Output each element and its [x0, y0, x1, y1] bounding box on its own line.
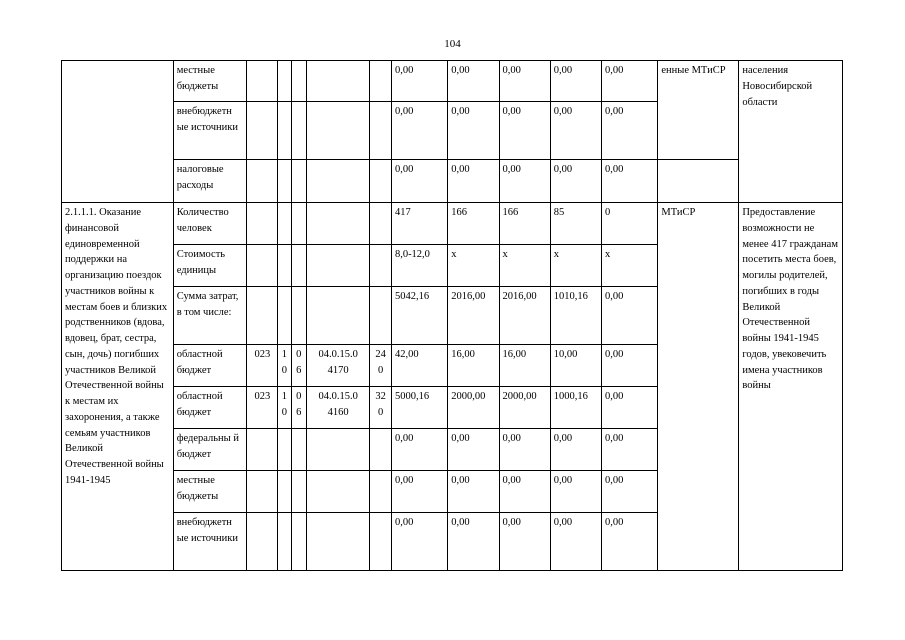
measure-cell: 2.1.1.1. Оказание финансовой единовременной поддержки на организацию поездок участников войны к местам боев и близких родственников (вдова, вдовец, брат, сестра, сын, дочь) погибших участников Великой Отечественной войны к местам их захоронения, а также семьям участников Великой Отечественной войны 1941-1945 — [62, 203, 174, 571]
value-cell: 0,00 — [602, 387, 658, 429]
code-cell — [278, 160, 291, 203]
code-grbs: 023 — [247, 387, 278, 429]
code-cell — [291, 160, 306, 203]
code-pr — [291, 245, 306, 287]
code-grbs — [247, 471, 278, 513]
value-cell: 0,00 — [602, 160, 658, 203]
code-cell — [306, 160, 370, 203]
code-grbs — [247, 203, 278, 245]
table-row — [62, 160, 843, 203]
value-cell: 0,00 — [391, 429, 447, 471]
result-cell: населения Новосибирской области — [739, 61, 843, 203]
source-label: областной бюджет — [173, 387, 247, 429]
code-csr — [306, 513, 370, 571]
value-cell: 0,00 — [602, 345, 658, 387]
code-cell — [278, 102, 291, 160]
value-cell: 1000,16 — [550, 387, 601, 429]
value-cell: x — [602, 245, 658, 287]
code-vr — [370, 287, 392, 345]
value-cell: 166 — [499, 203, 550, 245]
value-cell: 0,00 — [550, 513, 601, 571]
code-cell — [278, 61, 291, 102]
value-cell: 10,00 — [550, 345, 601, 387]
code-cell — [247, 160, 278, 203]
table-row — [62, 203, 843, 245]
source-label: налоговые расходы — [173, 160, 247, 203]
code-pr: 0 6 — [291, 387, 306, 429]
value-cell: 0,00 — [499, 160, 550, 203]
value-cell: 0,00 — [448, 102, 499, 160]
source-label: местные бюджеты — [173, 61, 247, 102]
value-cell: x — [448, 245, 499, 287]
code-pr — [291, 203, 306, 245]
code-rz: 1 0 — [278, 345, 291, 387]
value-cell: 2000,00 — [448, 387, 499, 429]
code-grbs — [247, 429, 278, 471]
value-cell: 5042,16 — [391, 287, 447, 345]
value-cell: 2016,00 — [448, 287, 499, 345]
code-csr — [306, 471, 370, 513]
code-vr — [370, 513, 392, 571]
code-cell — [291, 102, 306, 160]
source-label: местные бюджеты — [173, 471, 247, 513]
code-rz: 1 0 — [278, 387, 291, 429]
code-vr — [370, 429, 392, 471]
value-cell: 85 — [550, 203, 601, 245]
code-pr — [291, 471, 306, 513]
code-vr — [370, 245, 392, 287]
value-cell: 0,00 — [448, 160, 499, 203]
source-label: Сумма затрат, в том числе: — [173, 287, 247, 345]
value-cell: 0,00 — [499, 61, 550, 102]
executor-cell: МТиСР — [658, 203, 739, 571]
source-label: областной бюджет — [173, 345, 247, 387]
value-cell: 0,00 — [448, 513, 499, 571]
executor-cell: енные МТиСР — [658, 61, 739, 160]
code-csr — [306, 429, 370, 471]
result-cell: Предоставление возможности не менее 417 гражданам посетить места боев, могилы родителей, погибших в годы Великой Отечественной войны 1941-1945 годов, увековечить имена участников войны — [739, 203, 843, 571]
code-grbs: 023 — [247, 345, 278, 387]
table-body — [62, 61, 843, 571]
code-csr — [306, 245, 370, 287]
value-cell: 0,00 — [391, 160, 447, 203]
value-cell: 0,00 — [448, 61, 499, 102]
code-vr: 32 0 — [370, 387, 392, 429]
value-cell: 8,0-12,0 — [391, 245, 447, 287]
value-cell: 0,00 — [550, 61, 601, 102]
code-pr — [291, 513, 306, 571]
code-rz — [278, 203, 291, 245]
value-cell: 0,00 — [550, 429, 601, 471]
value-cell: 0,00 — [448, 471, 499, 513]
code-grbs — [247, 513, 278, 571]
code-vr: 24 0 — [370, 345, 392, 387]
code-pr — [291, 287, 306, 345]
value-cell: 0,00 — [391, 471, 447, 513]
code-csr: 04.0.15.0 4160 — [306, 387, 370, 429]
value-cell: 0,00 — [499, 429, 550, 471]
value-cell: 0 — [602, 203, 658, 245]
code-csr: 04.0.15.0 4170 — [306, 345, 370, 387]
code-grbs — [247, 245, 278, 287]
code-cell — [247, 102, 278, 160]
value-cell: 42,00 — [391, 345, 447, 387]
value-cell: 0,00 — [602, 429, 658, 471]
code-csr — [306, 203, 370, 245]
program-activities-table — [61, 60, 843, 571]
code-cell — [370, 102, 392, 160]
value-cell: 166 — [448, 203, 499, 245]
code-cell — [370, 61, 392, 102]
value-cell: 0,00 — [602, 102, 658, 160]
code-csr — [306, 287, 370, 345]
value-cell: 0,00 — [550, 471, 601, 513]
code-rz — [278, 245, 291, 287]
value-cell: 0,00 — [602, 513, 658, 571]
source-label: внебюджетн ые источники — [173, 513, 247, 571]
measure-cell — [62, 61, 174, 203]
value-cell: x — [499, 245, 550, 287]
code-rz — [278, 287, 291, 345]
value-cell: 1010,16 — [550, 287, 601, 345]
source-label: Стоимость единицы — [173, 245, 247, 287]
value-cell: 0,00 — [499, 471, 550, 513]
value-cell: 0,00 — [391, 102, 447, 160]
source-label: Количество человек — [173, 203, 247, 245]
code-vr — [370, 471, 392, 513]
value-cell: 16,00 — [448, 345, 499, 387]
value-cell: 417 — [391, 203, 447, 245]
table-row — [62, 61, 843, 102]
code-rz — [278, 513, 291, 571]
value-cell: 2016,00 — [499, 287, 550, 345]
code-cell — [306, 102, 370, 160]
value-cell: 0,00 — [602, 287, 658, 345]
source-label: внебюджетн ые источники — [173, 102, 247, 160]
value-cell: 0,00 — [499, 513, 550, 571]
code-cell — [370, 160, 392, 203]
value-cell: 0,00 — [550, 160, 601, 203]
code-pr: 0 6 — [291, 345, 306, 387]
value-cell: 0,00 — [391, 61, 447, 102]
code-pr — [291, 429, 306, 471]
value-cell: 16,00 — [499, 345, 550, 387]
code-cell — [291, 61, 306, 102]
value-cell: 0,00 — [499, 102, 550, 160]
value-cell: 2000,00 — [499, 387, 550, 429]
code-grbs — [247, 287, 278, 345]
value-cell: x — [550, 245, 601, 287]
value-cell: 0,00 — [602, 61, 658, 102]
value-cell: 0,00 — [448, 429, 499, 471]
page-number: 104 — [444, 38, 461, 50]
code-cell — [306, 61, 370, 102]
code-rz — [278, 471, 291, 513]
value-cell: 0,00 — [391, 513, 447, 571]
value-cell: 0,00 — [602, 471, 658, 513]
code-cell — [247, 61, 278, 102]
code-vr — [370, 203, 392, 245]
source-label: федеральны й бюджет — [173, 429, 247, 471]
value-cell: 0,00 — [550, 102, 601, 160]
value-cell: 5000,16 — [391, 387, 447, 429]
code-rz — [278, 429, 291, 471]
